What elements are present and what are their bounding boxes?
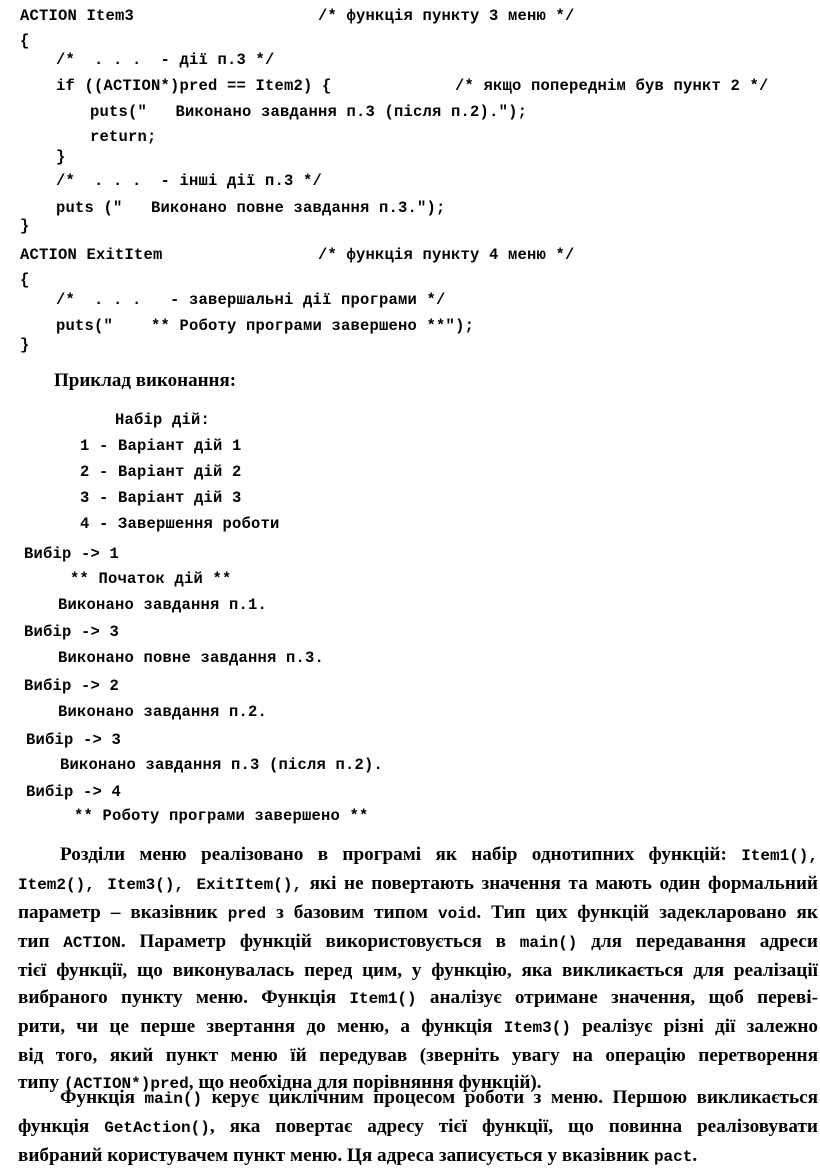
code-line: } — [56, 148, 66, 166]
paragraph-menu-functions: Розділи меню реалізовано в програмі як набір однотипних функцій: Item1(), Item2(), Item3(), ExitItem(), які не повертають значення та мають один формальний параметр – вказівник pred з базовим типом void. Тип цих функцій задекларовано як тип ACTION. Параметр функцій використовується в main() для передавання адреси тієї функції, що виконувалась перед цим, у функцію, яка викликається для реалізації вибраного пункту меню. Функція Item1() аналізує отримане значення, щоб переві- рити, чи це перше звертання до меню, а функція Item3() реалізує різні дії залежно від того, який пункт меню їй передував (зверніть увагу на операцію перетворення типу (ACTION*)pred, що необхідна для порівняння функцій). — [18, 844, 818, 1093]
code-comment: /* функція пункту 3 меню */ — [318, 7, 575, 25]
code-line: /* . . . - інші дії п.3 */ — [56, 172, 323, 190]
code-comment: /* функція пункту 4 меню */ — [318, 246, 575, 264]
output-line: Виконано завдання п.1. — [58, 596, 268, 614]
code-line: /* . . . - дії п.3 */ — [56, 51, 275, 69]
output-line: Виконано завдання п.2. — [58, 703, 268, 721]
code-line: ACTION ExitItem — [20, 246, 163, 264]
code-line: puts (" Виконано повне завдання п.3."); — [56, 199, 446, 217]
menu-item: 3 - Варіант дій 3 — [80, 489, 242, 507]
code-line: { — [20, 32, 30, 50]
menu-title: Набір дій: — [115, 411, 211, 429]
output-line: Виконано повне завдання п.3. — [58, 649, 325, 667]
code-line: } — [20, 336, 30, 354]
choice-line: Вибір -> 2 — [24, 677, 120, 695]
output-line: ** Роботу програми завершено ** — [74, 807, 369, 825]
output-line: Виконано завдання п.3 (після п.2). — [60, 756, 384, 774]
code-line: } — [20, 217, 30, 235]
code-line: { — [20, 271, 30, 289]
code-line: if ((ACTION*)pred == Item2) { — [56, 77, 332, 95]
code-line: puts(" Виконано завдання п.3 (після п.2)."); — [90, 103, 528, 121]
choice-line: Вибір -> 3 — [24, 623, 120, 641]
code-line: return; — [90, 128, 157, 146]
menu-item: 4 - Завершення роботи — [80, 515, 280, 533]
menu-item: 1 - Варіант дій 1 — [80, 437, 242, 455]
code-line: /* . . . - завершальні дії програми */ — [56, 291, 446, 309]
choice-line: Вибір -> 4 — [26, 783, 122, 801]
code-line: puts(" ** Роботу програми завершено **"); — [56, 317, 475, 335]
output-line: ** Початок дій ** — [70, 570, 232, 588]
code-comment: /* якщо попереднім був пункт 2 */ — [455, 77, 769, 95]
choice-line: Вибір -> 1 — [24, 545, 120, 563]
paragraph-main-function: Функція main() керує циклічним процесом роботи з меню. Першою викликається функція GetAction(), яка повертає адресу тієї функції, що повинна реалізовувати вибраний користувачем пункт меню. Ця адреса записується у вказівник pact. — [18, 1087, 818, 1166]
menu-item: 2 - Варіант дій 2 — [80, 463, 242, 481]
code-line: ACTION Item3 — [20, 7, 135, 25]
choice-line: Вибір -> 3 — [26, 731, 122, 749]
example-heading: Приклад виконання: — [54, 370, 237, 391]
